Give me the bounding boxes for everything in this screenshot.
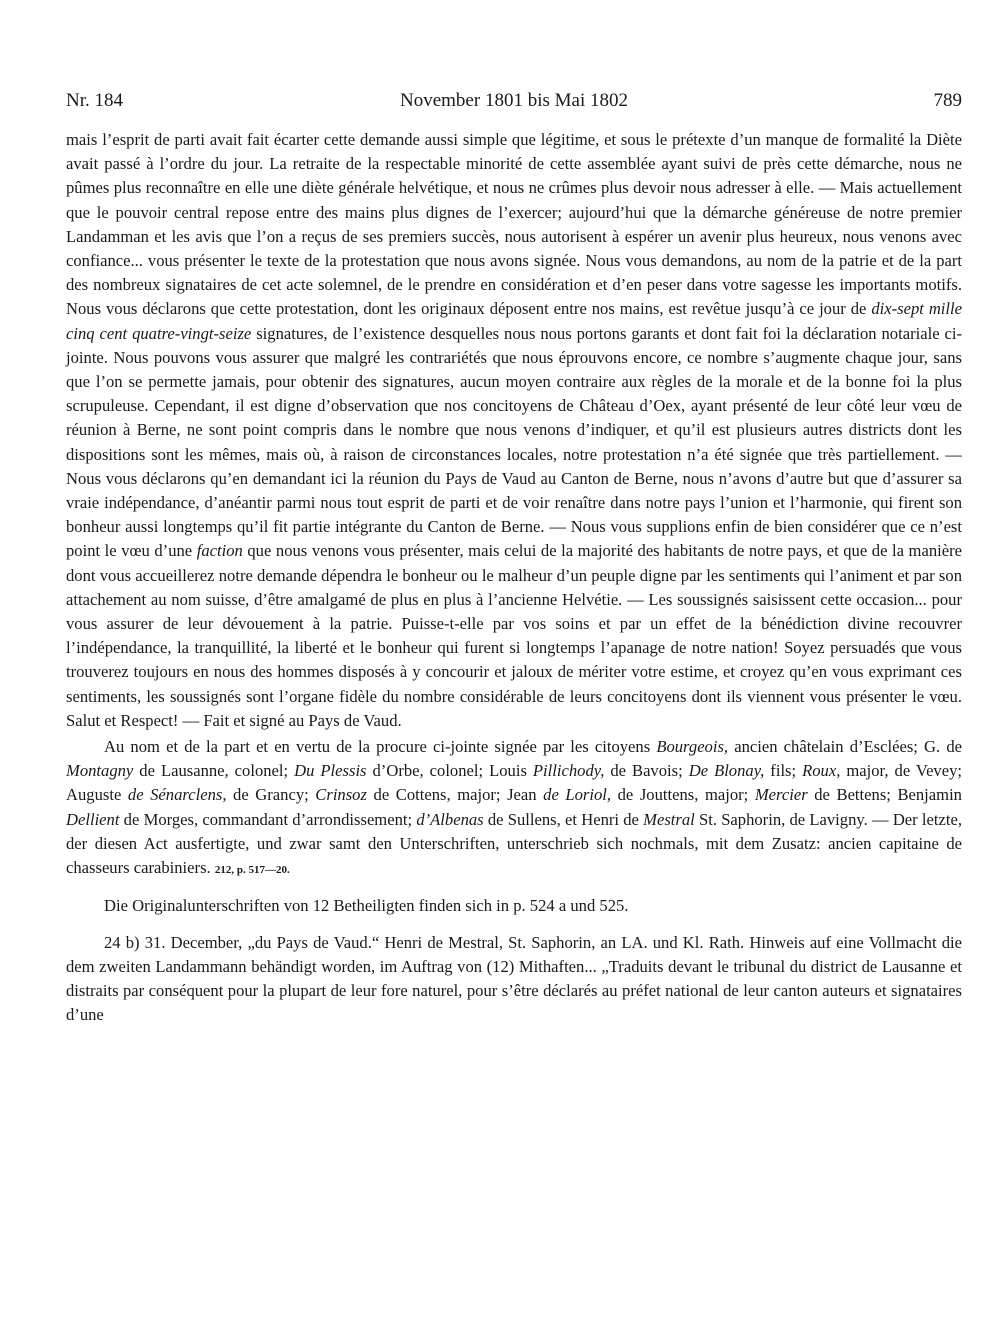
body-text: [66, 128, 962, 1027]
signatory-name: Roux,: [802, 761, 841, 781]
text-run: ancien châtelain d’Esclées; G. de: [728, 737, 962, 757]
text-run: de Grancy;: [226, 785, 316, 805]
page-number: 789: [933, 90, 962, 111]
signatory-name: Crinsoz: [315, 785, 367, 805]
paragraph-entry-24b: 24 b) 31. December, „du Pays de Vaud.“ Henri de Mestral, St. Saphorin, an LA. und Kl. Rath. Hinweis auf eine Vollmacht die dem zweiten Landammann behändigt worden, im Auftrag von (12) Mithaften... „Traduits devant le tribunal du district de Lausanne et distraits par conséquent pour la plupart de leur fore naturel, pour s’être déclarés au préfet national de leur canton auteurs et signataires d’une: [66, 932, 962, 1025]
text-run: de Lausanne, colonel;: [133, 761, 295, 781]
paragraph-signatories: [66, 735, 962, 882]
signatory-name: Du Plessis: [294, 761, 367, 781]
text-run: major, de Vevey; Auguste: [66, 761, 962, 805]
text-run: de Sullens, et Henri de: [483, 809, 644, 829]
text-run: fils;: [764, 761, 803, 781]
text-run: Au nom et de la part et en vertu de la procure ci-jointe signée par les citoyens: [104, 737, 657, 757]
signatory-name: Mercier: [754, 785, 808, 805]
signatory-name: de Sénarclens,: [127, 785, 227, 805]
signatory-name: Mestral: [643, 809, 695, 829]
text-run: mais l’esprit de parti avait fait écarter cette demande aussi simple que légitime, et sous le prétexte d’un manque de formalité la Diète avait passé à l’ordre du jour. La retraite de la respectable minorité de cette assemblée ayant suivi de près cette démarche, nous ne pûmes plus reconnaître en elle une diète générale helvétique, et nous ne crûmes plus devoir nous adresser à elle. — Mais actuellement que le pouvoir central repose entre des mains plus dignes de l’exercer; aujourd’hui que la démarche généreuse de notre premier Landamman et les avis que l’on a reçus de ses premiers succès, nous autorisent à espérer un avenir plus heureux, nous venons avec confiance... vous présenter le texte de la protestation que nous avons signée. Nous vous demandons, au nom de la patrie et de la part des nombreux signataires de cet acte solemnel, de le prendre en considération et d’en peser dans votre sagesse les importants motifs. Nous vous déclarons que cette protestation, dont les originaux déposent entre nos mains, est revêtue jusqu’à ce jour de: [66, 130, 962, 319]
signatory-name: Dellient: [66, 809, 120, 829]
signatory-name: Montagny: [66, 761, 134, 781]
text-run: que nous venons vous présenter, mais celui de la majorité des habitants de notre pays, et que de la manière dont vous accueillerez notre demande dépendra le bonheur ou le malheur d’un peuple digne par les sentiments qui l’animent et par son attachement au nom suisse, d’être amalgamé de plus en plus à l’ancienne Helvétie. — Les soussignés saisissent cette occasion... pour vous assurer de leur dévouement à la patrie. Puisse-t-elle par vos soins et par un effet de la bénédiction divine recouvrer l’indépendance, la tranquillité, la liberté et le bonheur qui furent si longtemps l’apanage de notre nation! Soyez persuadés que vous trouverez toujours en nous des hommes disposés à y concourir et jaloux de mériter votre estime, et croyez qu’en vous exprimant ces sentiments, les soussignés sont l’organe fidèle du nombre considérable de leurs concitoyens dont ils viennent vous présenter le vœu. Salut et Respect! — Fait et signé au Pays de Vaud.: [66, 541, 962, 730]
text-run: de Jouttens, major;: [611, 785, 755, 805]
text-run: de Cottens, major; Jean: [366, 785, 544, 805]
running-title: November 1801 bis Mai 1802: [400, 90, 628, 111]
document-number: Nr. 184: [66, 90, 123, 111]
signatory-name: De Blonay,: [688, 761, 765, 781]
signatory-name: d’Albenas: [416, 809, 484, 829]
text-run: St. Saphorin, de Lavigny. — Der letzte, der diesen Act ausfertigte, und zwar samt den Unterschriften, unterschrieb sich nochmals, mit dem Zusatz: ancien capitaine de chasseurs carabiniers.: [66, 809, 962, 878]
text-run: signatures, de l’existence desquelles nous nous portons garants et dont fait foi la déclaration notariale ci-jointe. Nous pouvons vous assurer que malgré les contrariétés que nous éprouvons encore, ce nombre s’augmente chaque jour, sans que l’on se permette jamais, pour obtenir des signatures, aucun moyen contraire aux règles de la morale et de la bonne foi la plus scrupuleuse. Cependant, il est digne d’observation que nos concitoyens de Château d’Oex, ayant présenté de leur côté leur vœu de réunion à Berne, ne sont point compris dans le nombre que nous venons d’indiquer, et qu’il est plusieurs autres districts dont les dispositions sont les mêmes, mais où, à raison de circonstances locales, notre protestation n’a été signée que très partiellement. — Nous vous déclarons qu’en demandant ici la réunion du Pays de Vaud au Canton de Berne, nous n’avons d’autre but que d’assurer sa vraie indépendance, d’anéantir parmi nous tout esprit de parti et de voir renaître dans notre pays l’union et l’harmonie, qui firent son bonheur aussi longtemps qu’il fit partie intégrante du Canton de Berne. — Nous vous supplions enfin de bien considérer que ce n’est point le vœu d’une: [66, 323, 962, 561]
paragraph-original-signatures: Die Originalunterschriften von 12 Betheiligten finden sich in p. 524 a und 525.: [104, 896, 629, 916]
page-header: [66, 90, 962, 114]
signatory-name: Pillichody,: [532, 761, 605, 781]
text-run: d’Orbe, colonel; Louis: [366, 761, 533, 781]
signatory-name: de Loriol,: [543, 785, 612, 805]
text-run: de Morges, commandant d’arrondissement;: [119, 809, 417, 829]
italic-faction: faction: [196, 541, 243, 561]
italic-signature-count: dix-sept mille cinq cent quatre-vingt-seize: [66, 299, 963, 343]
paragraph-protestation: [66, 128, 962, 733]
signatory-name: Bourgeois,: [656, 737, 729, 757]
text-run: de Bettens; Benjamin: [807, 785, 962, 805]
archive-reference: 212, p. 517—20.: [214, 864, 290, 877]
text-run: de Bavois;: [604, 761, 689, 781]
